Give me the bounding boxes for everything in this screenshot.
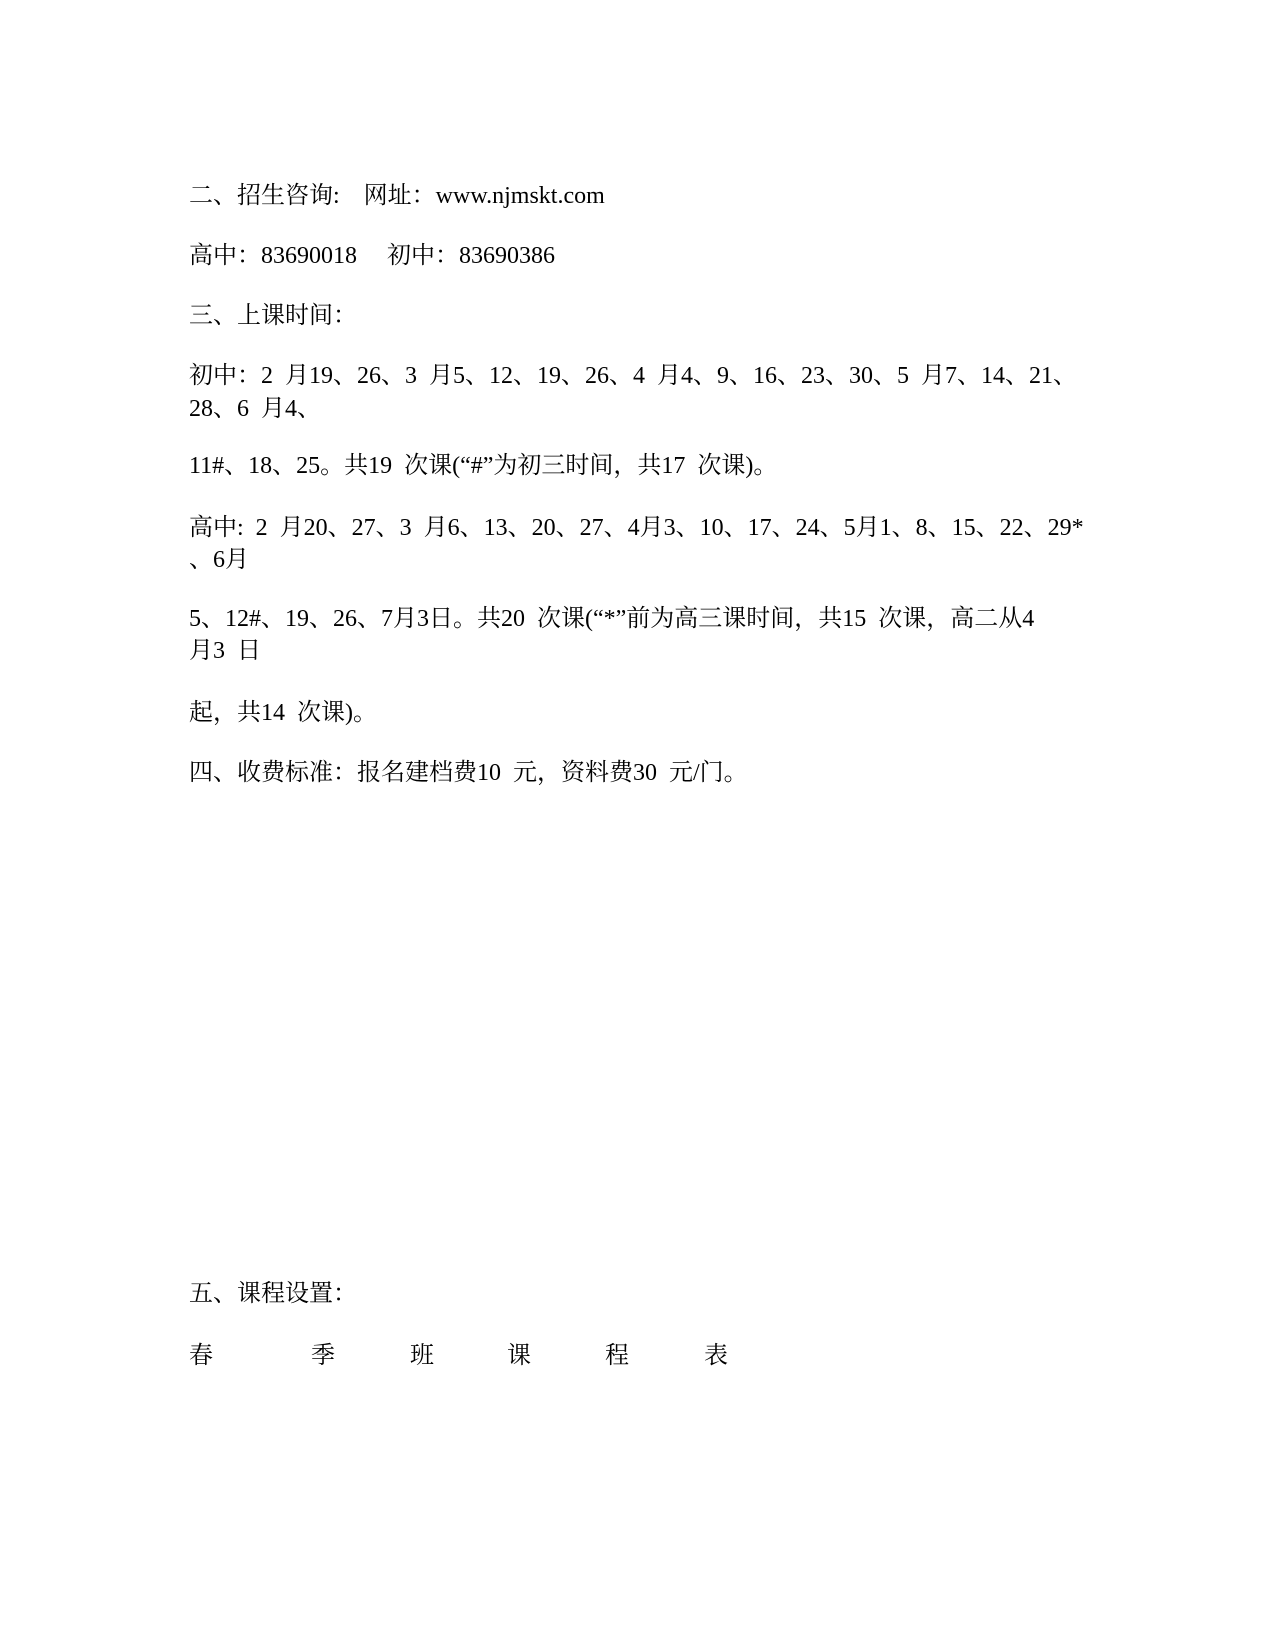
table-title: [189, 1340, 789, 1380]
table-title-char: 季: [311, 1343, 335, 1369]
senior-schedule-line-1: 高中: 2 月20、27、3 月6、13、20、27、4月3、10、17、24、5月1、8、15、22、29*: [189, 515, 1084, 541]
junior-schedule-line-2: 28、6 月4、: [189, 396, 321, 422]
junior-schedule-line-3: 11#、18、25。共19 次课(“#”为初三时间，共17 次课)。: [189, 453, 778, 479]
table-title-char: 课: [507, 1343, 531, 1369]
phones-line: 高中：83690018 初中：83690386: [189, 243, 555, 269]
senior-schedule-line-5: 起，共14 次课)。: [189, 700, 377, 726]
table-title-char: 班: [410, 1343, 434, 1369]
senior-schedule-line-3: 5、12#、19、26、7月3日。共20 次课(“*”前为高三课时间，共15 次课，高二从4: [189, 606, 1035, 632]
junior-schedule-line-1: 初中：2 月19、26、3 月5、12、19、26、4 月4、9、16、23、30、5 月7、14、21、: [189, 363, 1077, 389]
table-title-char: 春: [189, 1343, 213, 1369]
senior-schedule-line-2: 、6月: [189, 547, 249, 573]
consult-line: 二、招生咨询: 网址：www.njmskt.com: [189, 183, 605, 209]
schedule-heading: 三、上课时间：: [189, 303, 357, 329]
table-title-char: 程: [605, 1343, 629, 1369]
senior-schedule-line-4: 月3 日: [189, 638, 261, 664]
courses-heading: 五、课程设置：: [189, 1281, 357, 1307]
fees-line: 四、收费标准：报名建档费10 元，资料费30 元/门。: [189, 760, 748, 786]
table-title-char: 表: [704, 1343, 728, 1369]
